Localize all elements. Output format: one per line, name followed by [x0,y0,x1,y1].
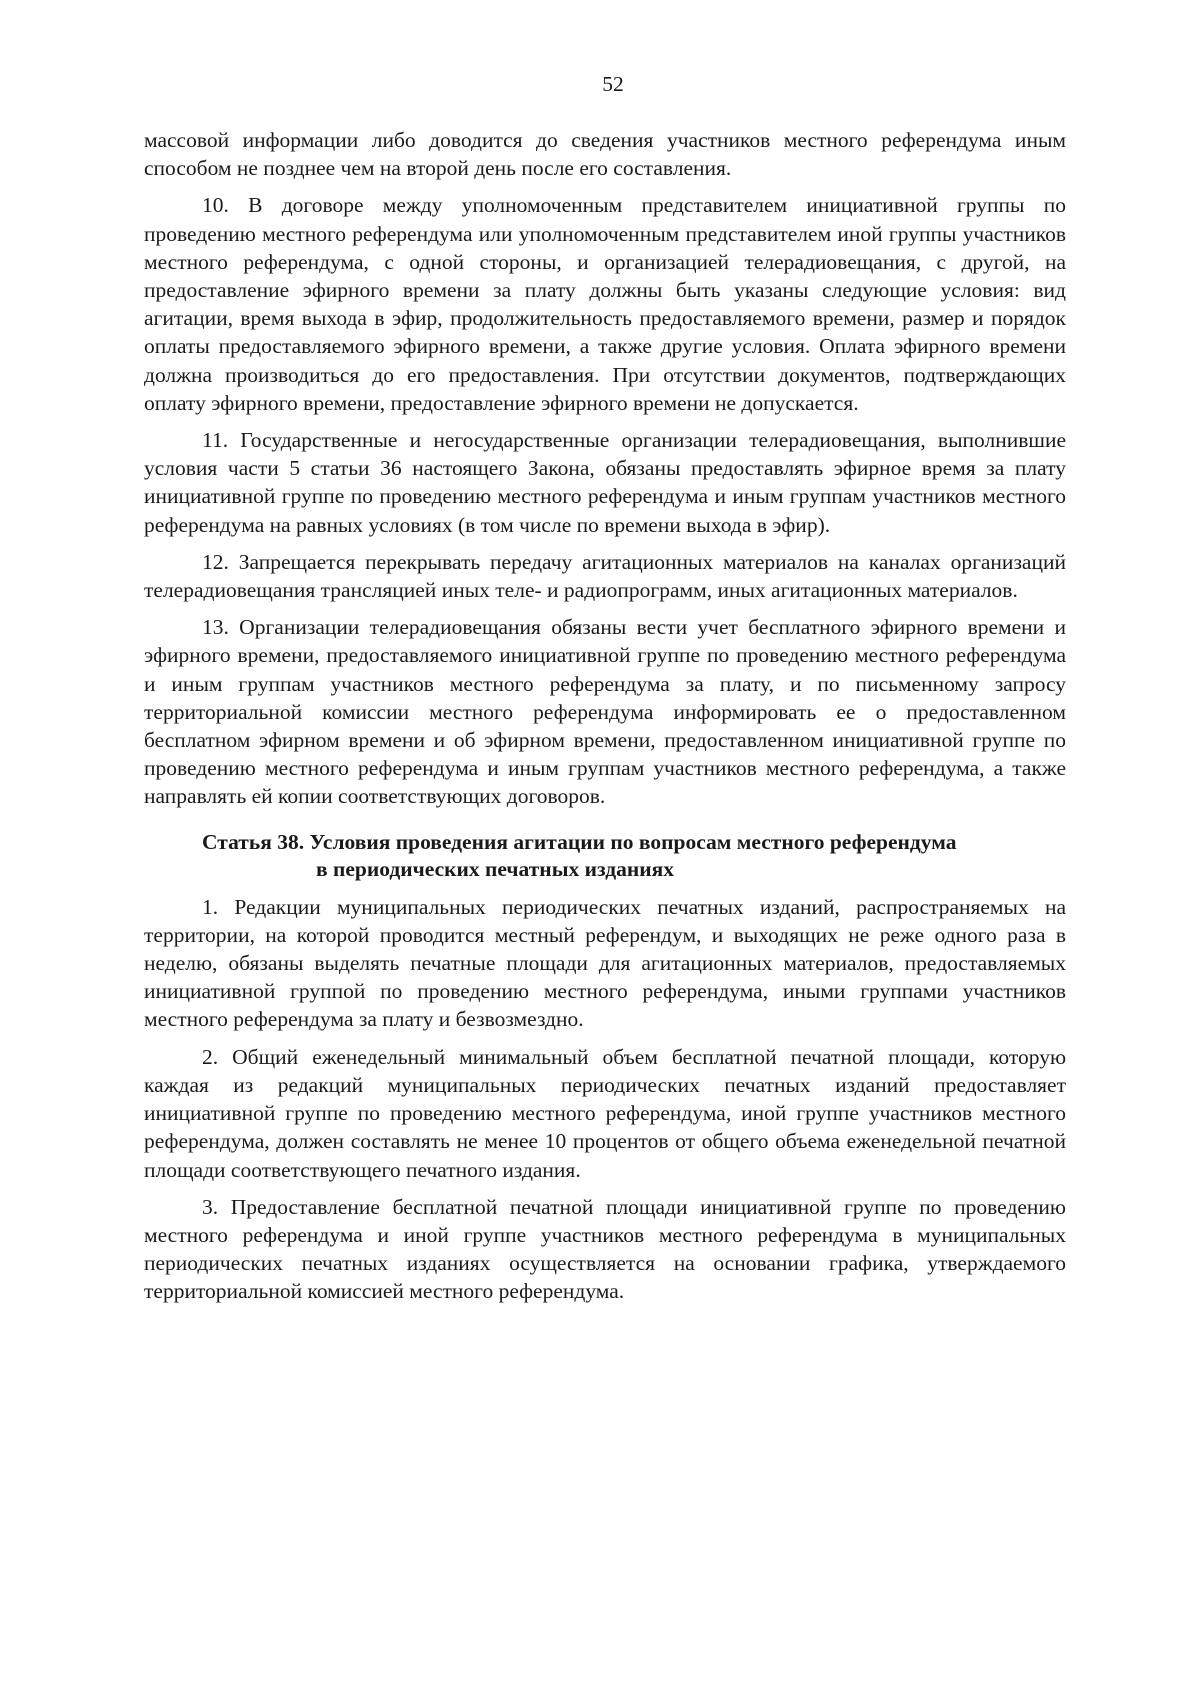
article-heading-line-2: в периодических печатных изданиях [316,856,675,881]
article-heading-line-1: Статья 38. Условия проведения агитации по вопросам местного референдума [202,829,957,854]
paragraph-item-10: 10. В договоре между уполномоченным представителем инициативной группы по проведению местного референдума или уполномоченным представителем иной группы участников местного референдума, с одной стороны, и организацией телерадиовещания, с другой, на предоставление эфирного времени за плату должны быть указаны следующие условия: вид агитации, время выхода в эфир, продолжительность предоставляемого времени, размер и порядок оплаты предоставляемого эфирного времени, а также другие условия. Оплата эфирного времени должна производиться до его предоставления. При отсутствии документов, подтверждающих оплату эфирного времени, предоставление эфирного времени не допускается. [144,193,1066,415]
article-heading [144,829,1066,883]
article-paragraph-1: 1. Редакции муниципальных периодических печатных изданий, распространяемых на территории, на которой проводится местный референдум, и выходящих не реже одного раза в неделю, обязаны выделять печатные площади для агитационных материалов, предоставляемых инициативной группой по проведению местного референдума, иными группами участников местного референдума за плату и безвозмездно. [144,894,1066,1032]
paragraph-item-13: 13. Организации телерадиовещания обязаны вести учет бесплатного эфирного времени и эфирного времени, предоставляемого инициативной группе по проведению местного референдума и иным группам участников местного референдума за плату, и по письменному запросу территориальной комиссии местного референдума информировать ее о предоставленном бесплатном эфирном времени и об эфирном времени, предоставленном инициативной группе по проведению местного референдума и иным группам участников местного референдума, а также направлять ей копии соответствующих договоров. [144,615,1066,809]
paragraph-continuation: массовой информации либо доводится до сведения участников местного референдума иным способом не позднее чем на второй день после его составления. [144,128,1066,181]
paragraph-item-11: 11. Государственные и негосударственные организации телерадиовещания, выполнившие условия части 5 статьи 36 настоящего Закона, обязаны предоставлять эфирное время за плату инициативной группе по проведению местного референдума и иным группам участников местного референдума на равных условиях (в том числе по времени выхода в эфир). [144,428,1066,537]
page-number: 52 [602,72,624,96]
article-paragraph-2: 2. Общий еженедельный минимальный объем бесплатной печатной площади, которую каждая из редакций муниципальных периодических печатных изданий предоставляет инициативной группе по проведению местного референдума, иной группе участников местного референдума, должен составлять не менее 10 процентов от общего объема еженедельной печатной площади соответствующего печатного издания. [144,1044,1066,1182]
article-paragraph-3: 3. Предоставление бесплатной печатной площади инициативной группе по проведению местного референдума и иной группе участников местного референдума в муниципальных периодических печатных изданиях осуществляется на основании графика, утверждаемого территориальной комиссией местного референдума. [144,1194,1066,1304]
paragraph-item-12: 12. Запрещается перекрывать передачу агитационных материалов на каналах организаций телерадиовещания трансляцией иных теле- и радиопрограмм, иных агитационных материалов. [144,549,1066,603]
